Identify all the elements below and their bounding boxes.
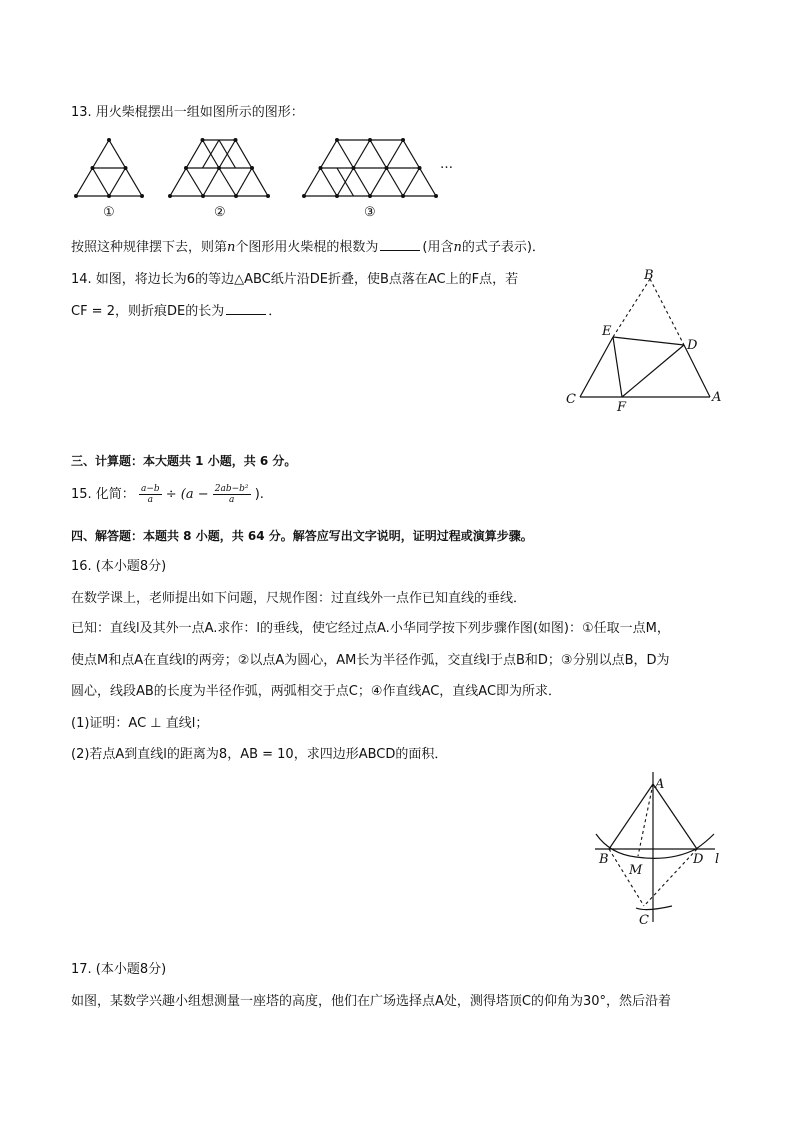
q16-p2: 已知：直线l及其外一点A.求作：l的垂线，使它经过点A.小华同学按下列步骤作图(如图)：①任取一点M， bbox=[71, 621, 670, 636]
q13-stem: 13. 用火柴棍摆出一组如图所示的图形： bbox=[71, 105, 304, 120]
q14-line1: 14. 如图，将边长为6的等边△ABC纸片沿DE折叠，使B点落在AC上的F点，若 bbox=[71, 272, 519, 287]
fig3-label: ③ bbox=[364, 205, 376, 220]
fig1-label: ① bbox=[103, 205, 115, 220]
q16-s2: (2)若点A到直线l的距离为8，AB = 10，求四边形ABCD的面积． bbox=[71, 747, 448, 762]
q16-p1: 在数学课上，老师提出如下问题，尺规作图：过直线外一点作已知直线的垂线． bbox=[71, 591, 527, 606]
answer-blank bbox=[226, 302, 266, 315]
fraction-1: $\frac{a-b}{a}$ bbox=[140, 484, 160, 505]
answer-blank bbox=[380, 238, 420, 251]
label-M: M bbox=[629, 863, 643, 878]
label-A: A bbox=[655, 777, 665, 792]
ellipsis: … bbox=[440, 157, 453, 172]
q17-header: 17. (本小题8分) bbox=[71, 962, 167, 977]
label-D: D bbox=[687, 338, 698, 353]
q16-header: 16. (本小题8分) bbox=[71, 559, 167, 574]
label-C: C bbox=[639, 913, 649, 928]
label-l: l bbox=[715, 852, 720, 867]
q16-figure bbox=[590, 772, 730, 932]
label-C: C bbox=[566, 392, 576, 407]
q17-p1: 如图，某数学兴趣小组想测量一座塔的高度，他们在广场选择点A处，测得塔顶C的仰角为30°，然后沿着 bbox=[71, 994, 672, 1009]
q14-line2: CF = 2，则折痕DE的长为 ． bbox=[71, 304, 282, 319]
label-A: A bbox=[712, 390, 722, 405]
label-F: F bbox=[617, 400, 627, 415]
fraction-2: $\frac{\text{2ab−b²}}{a}$ bbox=[214, 484, 249, 505]
fig2-label: ② bbox=[214, 205, 226, 220]
label-E: E bbox=[602, 324, 612, 339]
section4-heading: 四、解答题：本题共 8 小题，共 64 分。解答应写出文字说明，证明过程或演算步骤。 bbox=[71, 529, 533, 543]
matchstick-figures bbox=[60, 130, 480, 230]
section3-heading: 三、计算题：本大题共 1 小题，共 6 分。 bbox=[71, 454, 297, 468]
q15: 15. 化简： $\frac{a-b}{a}$ ÷ (a − $\frac{\text{2ab−b²}}{a}$ ). bbox=[71, 484, 264, 505]
q13-prompt: 按照这种规律摆下去，则第n个图形用火柴棍的根数为 (用含n的式子表示)． bbox=[71, 240, 545, 255]
q16-p3: 使点M和点A在直线l的两旁；②以点A为圆心，AM长为半径作弧，交直线l于点B和D；③分别以点B，D为 bbox=[71, 653, 670, 668]
q14-figure bbox=[560, 265, 730, 415]
label-B: B bbox=[599, 852, 609, 867]
q16-p4: 圆心，线段AB的长度为半径作弧，两弧相交于点C；④作直线AC，直线AC即为所求． bbox=[71, 684, 562, 699]
label-B: B bbox=[644, 268, 654, 283]
q16-s1: (1)证明：AC ⊥ 直线l； bbox=[71, 716, 209, 731]
label-D: D bbox=[693, 852, 704, 867]
